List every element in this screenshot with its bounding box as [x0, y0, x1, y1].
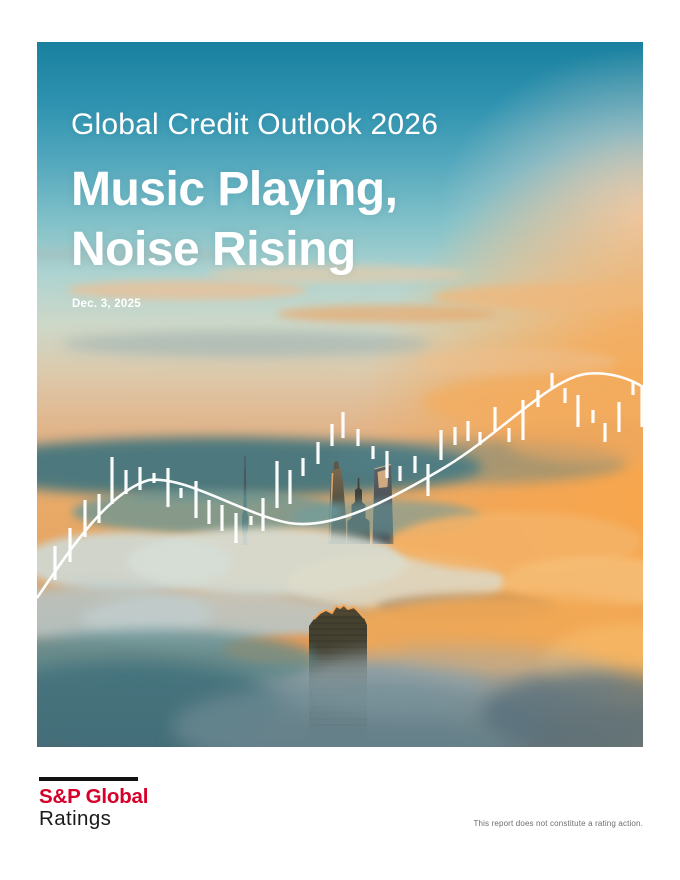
logo-brand: S&P Global: [39, 785, 149, 808]
publication-date: Dec. 3, 2025: [72, 298, 141, 310]
cover-photo: [37, 42, 643, 747]
market-line-overlay: [37, 42, 643, 747]
sp-global-ratings-logo: [39, 777, 148, 830]
disclaimer-text: This report does not constitute a rating action.: [473, 819, 643, 828]
logo-division: Ratings: [39, 807, 112, 830]
report-series-title: Global Credit Outlook 2026: [71, 108, 439, 141]
logo-bar: [39, 777, 138, 781]
report-title: Music Playing, Noise Rising: [71, 163, 398, 276]
